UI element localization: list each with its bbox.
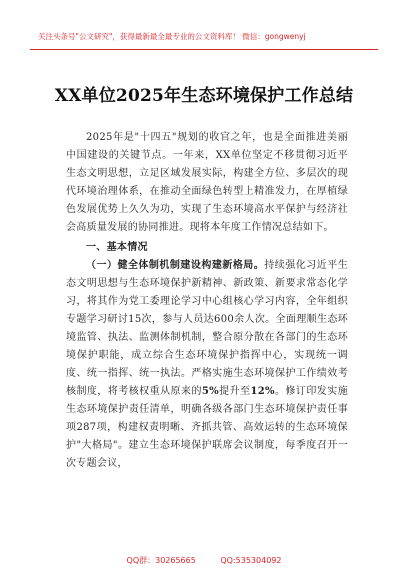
percent-to: 12% (250, 386, 275, 397)
header-banner: 关注头条号"公文研究"，获得最新最全最专业的公文资料库！ 微信：gongwenyj (38, 32, 306, 41)
percent-from: 5% (201, 386, 219, 397)
intro-paragraph: 2025年是"十四五"规划的收官之年，也是全面推进美丽中国建设的关键节点。一年来，XX单位坚定不移贯彻习近平生态文明思想，立足区域发展实际，构建全方位、多层次的现代环境治理体系，在推动全面绿色转型上精准发力，在厚植绿色发展优势上久久为功，实现了生态环境高水平保护与经济社会高质量发展的协同推进。现将本年度工作情况总结如下。 (66, 132, 348, 233)
header-divider (30, 49, 378, 50)
section-paragraph (66, 257, 348, 473)
document-body (66, 129, 348, 473)
section-heading: 一、基本情况 (86, 242, 148, 253)
paragraph-text: 提升至 (218, 386, 251, 397)
paragraph-text: 。修订印发实施生态环境保护责任清单，明确各级各部门生态环境保护责任事项287项，构建权责明晰、齐抓共管、高效运转的生态环境保护"大格局"。建立生态环境保护联席会议制度，每季度召开一次专题会议， (66, 386, 348, 469)
qq-number: QQ:535304092 (220, 556, 282, 565)
footer-contact (0, 555, 408, 566)
paragraph-text: 持续强化习近平生态文明思想与生态环境保护新精神、新政策、新要求常态化学习，将其作为党工委理论学习中心组核心学习内容，全年组织专题学习研讨15次，参与人员达600余人次。全面理顺生态环境监管、执法、监测体制机制，整合原分散在各部门的生态环境保护职能，成立综合生态环境保护指挥中心，实现统一调度、统一指挥、统一执法。严格实施生态环境保护工作绩效考核制度，将考核权重从原来的 (66, 260, 348, 397)
qq-group: QQ群：30265665 (126, 556, 196, 565)
document-title: XX单位2025年生态环境保护工作总结 (54, 86, 354, 106)
subsection-lead: （一）健全体制机制建设构建新格局。 (86, 260, 265, 271)
